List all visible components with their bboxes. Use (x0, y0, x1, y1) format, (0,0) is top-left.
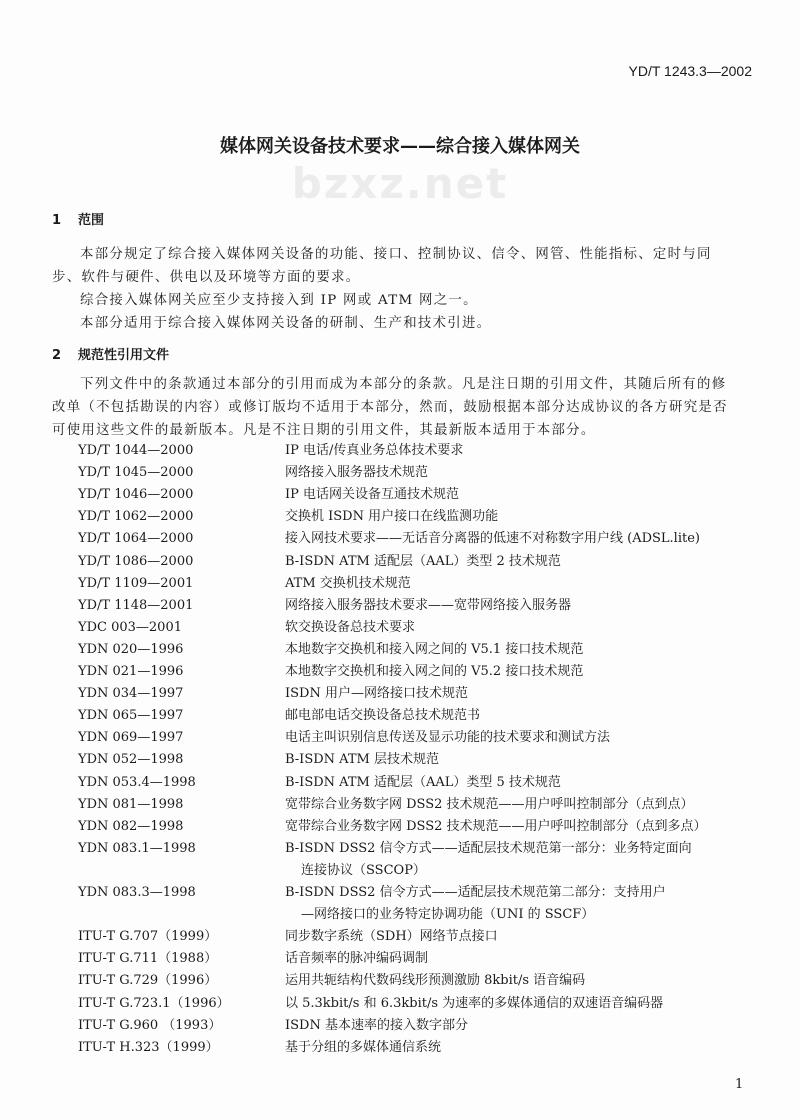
reference-code: YDN 081—1998 (78, 796, 184, 812)
reference-title-line: 运用共轭结构代数码线形预测激励 8kbit/s 语音编码 (285, 973, 586, 989)
reference-title-line: 本地数字交换机和接入网之间的 V5.1 接口技术规范 (285, 641, 584, 657)
reference-code: YD/T 1046—2000 (78, 487, 194, 503)
reference-title-line: 网络接入服务器技术规范 (285, 465, 429, 481)
reference-title-line: B-ISDN DSS2 信令方式——适配层技术规范第一部分：业务特定面向 (285, 840, 692, 856)
reference-code: YDN 052—1998 (78, 752, 184, 768)
paragraph-line: 可使用这些文件的最新版本。凡是不注日期的引用文件，其最新版本适用于本部分。 (52, 423, 596, 438)
section-number: 1 (52, 213, 62, 228)
reference-code: ITU-T G.723.1（1996） (78, 995, 230, 1011)
document-title: 媒体网关设备技术要求——综合接入媒体网关 (220, 136, 580, 157)
reference-title (285, 551, 561, 573)
reference-title (285, 462, 428, 484)
reference-title (285, 926, 498, 948)
reference-code: YDN 053.4—1998 (78, 774, 196, 790)
reference-title-line: 宽带综合业务数字网 DSS2 技术规范——用户呼叫控制部分（点到点） (285, 796, 694, 812)
reference-code: ITU-T G.707（1999） (78, 929, 218, 945)
paragraph-line: 本部分规定了综合接入媒体网关设备的功能、接口、控制协议、信令、网管、性能指标、定时与同 (80, 247, 712, 262)
reference-code: ITU-T H.323（1999） (78, 1039, 219, 1055)
reference-title-line: 基于分组的多媒体通信系统 (285, 1039, 442, 1055)
reference-title (285, 970, 585, 992)
reference-title (285, 794, 694, 816)
watermark: bzxz.net (291, 159, 509, 208)
reference-code: YD/T 1062—2000 (78, 509, 194, 525)
paragraph-line: 综合接入媒体网关应至少支持接入到 IP 网或 ATM 网之一。 (80, 293, 478, 308)
reference-code: YDN 020—1996 (78, 641, 184, 657)
reference-title-line: IP 电话网关设备互通技术规范 (285, 487, 460, 503)
reference-code: YDN 083.1—1998 (78, 840, 196, 856)
reference-title (285, 661, 583, 683)
reference-title-line: B-ISDN ATM 适配层（AAL）类型 2 技术规范 (285, 553, 561, 569)
reference-title-line: 连接协议（SSCOP） (301, 863, 426, 879)
reference-title-line: 宽带综合业务数字网 DSS2 技术规范——用户呼叫控制部分（点到多点） (285, 818, 707, 834)
reference-title (285, 993, 663, 1015)
reference-code: YD/T 1045—2000 (78, 465, 194, 481)
section-1-heading (52, 212, 104, 230)
reference-code: YDN 069—1997 (78, 730, 184, 746)
section-title: 规范性引用文件 (78, 348, 170, 363)
reference-title (285, 683, 468, 705)
reference-code: YDN 083.3—1998 (78, 885, 196, 900)
reference-title (285, 1015, 468, 1037)
reference-code: YD/T 1086—2000 (78, 553, 194, 569)
reference-title-line: ISDN 基本速率的接入数字部分 (285, 1017, 468, 1033)
reference-title (285, 838, 692, 883)
reference-code: ITU-T G.960 （1993） (78, 1017, 222, 1033)
reference-title-line: 同步数字系统（SDH）网络节点接口 (285, 929, 498, 945)
reference-title (285, 727, 610, 749)
reference-title-line: B-ISDN DSS2 信令方式——适配层技术规范第二部分：支持用户 (285, 885, 666, 900)
reference-code: ITU-T G.711（1988） (78, 951, 218, 967)
reference-code: YD/T 1064—2000 (78, 531, 194, 547)
reference-title (285, 617, 415, 639)
reference-title-line: B-ISDN ATM 层技术规范 (285, 752, 439, 768)
reference-title (285, 639, 583, 661)
reference-title (285, 948, 428, 970)
reference-title (285, 506, 498, 528)
section-2-heading (52, 347, 169, 365)
reference-title-line: 软交换设备总技术要求 (285, 619, 416, 635)
reference-code: ITU-T G.729（1996） (78, 973, 218, 989)
reference-title (285, 595, 571, 617)
reference-code: YDC 003—2001 (78, 619, 182, 635)
reference-title (285, 573, 411, 595)
reference-title (285, 705, 480, 727)
reference-code: YD/T 1109—2001 (78, 575, 194, 591)
paragraph-line: 改单（不包括勘误的内容）或修订版均不适用于本部分，然而，鼓励根据本部分达成协议的各方研究是否 (52, 400, 728, 415)
section-number: 2 (52, 348, 62, 363)
reference-title (285, 440, 463, 462)
reference-title-line: 网络接入服务器技术要求——宽带网络接入服务器 (285, 597, 572, 613)
reference-title-line: B-ISDN ATM 适配层（AAL）类型 5 技术规范 (285, 774, 561, 790)
section-title: 范围 (78, 213, 105, 228)
paragraph-line: 步、软件与硬件、供电以及环境等方面的要求。 (52, 270, 361, 285)
reference-code: YDN 065—1997 (78, 708, 184, 724)
reference-title-line: IP 电话/传真业务总体技术要求 (285, 443, 464, 458)
reference-title-line: 邮电部电话交换设备总技术规范书 (285, 708, 481, 724)
reference-title (285, 749, 439, 771)
standard-id: YD/T 1243.3—2002 (628, 63, 752, 79)
reference-title-line: 接入网技术要求——无话音分离器的低速不对称数字用户线 (ADSL.lite) (285, 531, 700, 547)
reference-title (285, 528, 700, 550)
reference-title-line: 本地数字交换机和接入网之间的 V5.2 接口技术规范 (285, 664, 584, 679)
reference-code: YDN 034—1997 (78, 686, 184, 702)
reference-title (285, 882, 666, 927)
reference-title-line: ISDN 用户—网络接口技术规范 (285, 686, 468, 702)
reference-title-line: 话音频率的脉冲编码调制 (285, 951, 429, 967)
reference-code: YDN 021—1996 (78, 664, 184, 679)
reference-title-line: —网络接口的业务特定协调功能（UNI 的 SSCF） (301, 907, 595, 923)
reference-title (285, 816, 707, 838)
reference-title-line: 电话主叫识别信息传送及显示功能的技术要求和测试方法 (285, 730, 611, 746)
page-number: 1 (735, 1077, 744, 1092)
reference-code: YDN 082—1998 (78, 818, 184, 834)
reference-code: YD/T 1148—2001 (78, 597, 194, 613)
reference-title-line: 交换机 ISDN 用户接口在线监测功能 (285, 509, 499, 525)
reference-title (285, 772, 561, 794)
reference-title-line: 以 5.3kbit/s 和 6.3kbit/s 为速率的多媒体通信的双速语音编码器 (285, 995, 664, 1011)
reference-title (285, 484, 459, 506)
reference-code: YD/T 1044—2000 (78, 443, 194, 458)
reference-title (285, 1037, 441, 1059)
reference-title-line: ATM 交换机技术规范 (285, 575, 411, 591)
paragraph-line: 本部分适用于综合接入媒体网关设备的研制、生产和技术引进。 (80, 316, 492, 331)
paragraph-line: 下列文件中的条款通过本部分的引用而成为本部分的条款。凡是注日期的引用文件，其随后所有的修 (80, 377, 727, 392)
